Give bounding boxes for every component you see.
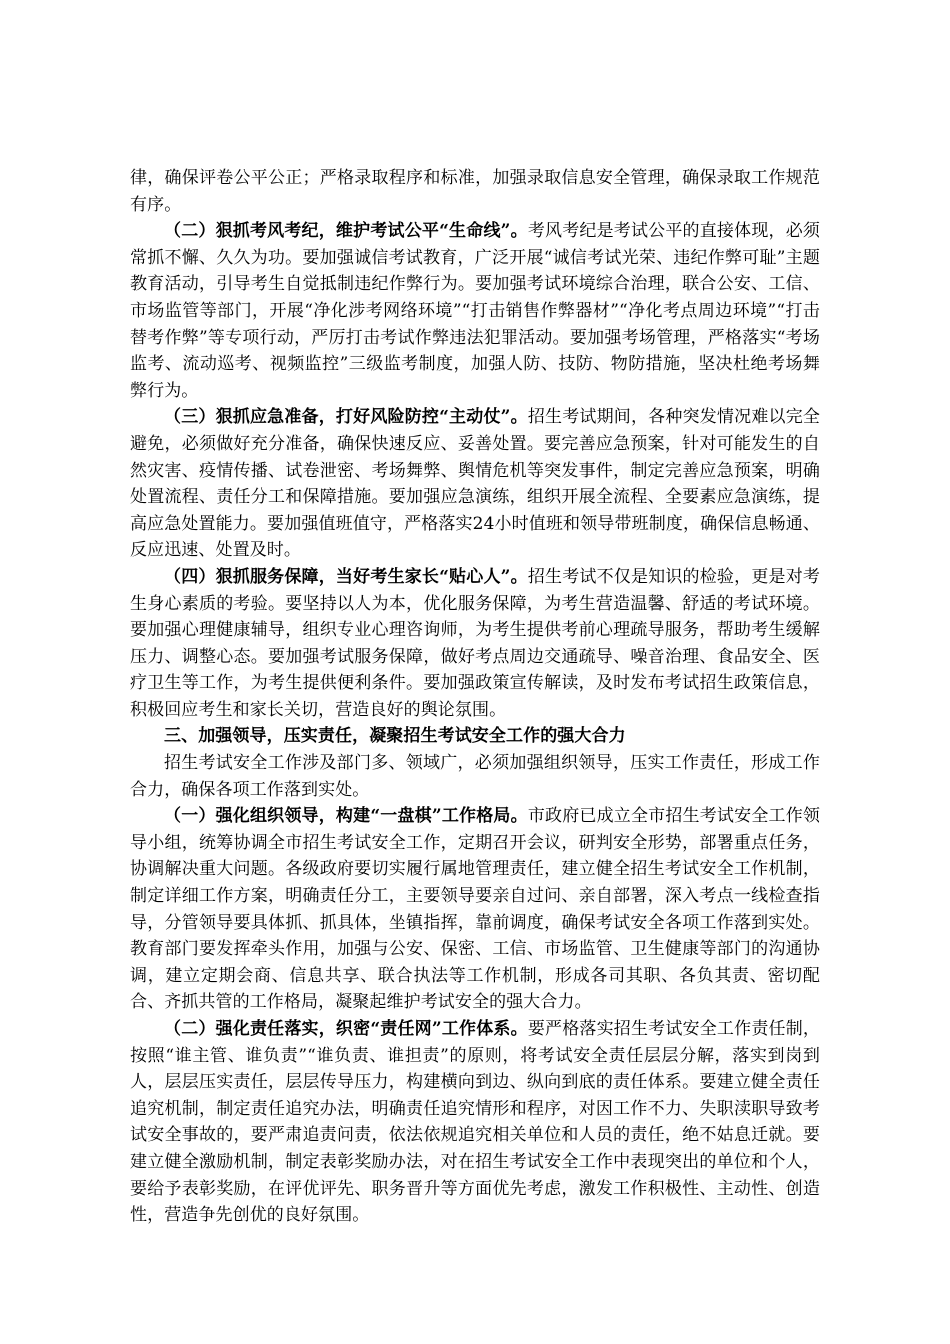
document-page [130,165,820,1229]
paragraph-lead: （二）强化责任落实，织密“责任网”工作体系。 [164,1019,528,1039]
paragraph-section-intro [130,750,820,803]
paragraph-lead: （一）强化组织领导，构建“一盘棋”工作格局。 [164,806,528,827]
paragraph-exam-discipline [130,218,820,404]
paragraph-text: 市政府已成立全市招生考试安全工作领导小组，统筹协调全市招生考试安全工作，定期召开会议，研判安全形势，部署重点任务，协调解决重大问题。各级政府要切实履行属地管理责任，建立健全招生考试安全工作机制，制定详细工作方案，明确责任分工，主要领导要亲自过问、亲自部署，深入考点一线检查指导，分管领导要具体抓、抓具体，坐镇指挥，靠前调度，确保考试安全各项工作落到实处。教育部门要发挥牵头作用，加强与公安、保密、工信、市场监管、卫生健康等部门的沟通协调，建立定期会商、信息共享、联合执法等工作机制，形成各司其职、各负其责、密切配合、齐抓共管的工作格局，凝聚起维护考试安全的强大合力。 [130,806,820,1013]
paragraph-text: 招生考试不仅是知识的检验，更是对考生身心素质的考验。要坚持以人为本，优化服务保障，为考生营造温馨、舒适的考试环境。要加强心理健康辅导，组织专业心理咨询师，为考生提供考前心理疏导服务，帮助考生缓解压力、调整心态。要加强考试服务保障，做好考点周边交通疏导、噪音治理、食品安全、医疗卫生等工作，为考生提供便利条件。要加强政策宣传解读，及时发布考试招生政策信息，积极回应考生和家长关切，营造良好的舆论氛围。 [130,566,820,720]
paragraph-lead: （四）狠抓服务保障，当好考生家长“贴心人”。 [164,566,528,587]
paragraph-emergency [130,404,820,564]
paragraph-lead: （三）狠抓应急准备，打好风险防控“主动仗”。 [164,407,528,428]
paragraph-responsibility [130,1016,820,1229]
paragraph-text: 招生考试安全工作涉及部门多、领域广，必须加强组织领导，压实工作责任，形成工作合力，确保各项工作落到实处。 [130,753,820,800]
paragraph-text: 要严格落实招生考试安全工作责任制，按照“谁主管、谁负责”“谁负责、谁担责”的原则，将考试安全责任层层分解，落实到岗到人，层层压实责任，层层传导压力，构建横向到边、纵向到底的责任体系。要建立健全责任追究机制，制定责任追究办法，明确责任追究情形和程序，对因工作不力、失职渎职导致考试安全事故的，要严肃追责问责，依法依规追究相关单位和人员的责任，绝不姑息迁就。要建立健全激励机制，制定表彰奖励办法，对在招生考试安全工作中表现突出的单位和个人，要给予表彰奖励，在评优评先、职务晋升等方面优先考虑，激发工作积极性、主动性、创造性，营造争先创优的良好氛围。 [130,1019,820,1226]
section-heading [130,723,820,750]
paragraph-text: 律，确保评卷公平公正；严格录取程序和标准，加强录取信息安全管理，确保录取工作规范有序。 [130,168,820,215]
paragraph-service [130,564,820,724]
section-heading-text: 三、加强领导，压实责任，凝聚招生考试安全工作的强大合力 [164,726,626,747]
paragraph-text: 招生考试期间，各种突发情况难以完全避免，必须做好充分准备，确保快速反应、妥善处置。要完善应急预案，针对可能发生的自然灾害、疫情传播、试卷泄密、考场舞弊、舆情危机等突发事件，制定完善应急预案，明确处置流程、责任分工和保障措施。要加强应急演练，组织开展全流程、全要素应急演练，提高应急处置能力。要加强值班值守，严格落实24小时值班和领导带班制度，确保信息畅通、反应迅速、处置及时。 [130,407,820,561]
paragraph-leadership [130,803,820,1016]
paragraph-continuation [130,165,820,218]
paragraph-text: 考风考纪是考试公平的直接体现，必须常抓不懈、久久为功。要加强诚信考试教育，广泛开展“诚信考试光荣、违纪作弊可耻”主题教育活动，引导考生自觉抵制违纪作弊行为。要加强考试环境综合治理，联合公安、工信、市场监管等部门，开展“净化涉考网络环境”“打击销售作弊器材”“净化考点周边环境”“打击替考作弊”等专项行动，严厉打击考试作弊违法犯罪活动。要加强考场管理，严格落实“考场监考、流动巡考、视频监控”三级监考制度，加强人防、技防、物防措施，坚决杜绝考场舞弊行为。 [130,221,820,401]
paragraph-lead: （二）狠抓考风考纪，维护考试公平“生命线”。 [164,221,528,242]
